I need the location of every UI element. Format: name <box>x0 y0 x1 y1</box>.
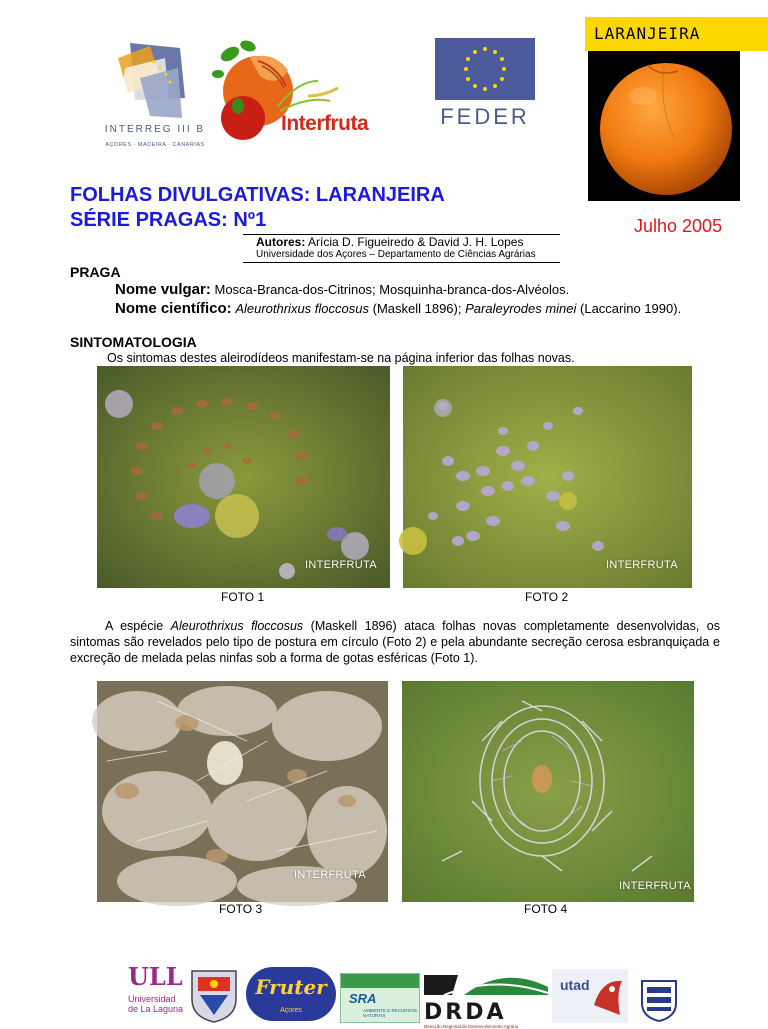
fruter-logo <box>246 967 336 1021</box>
sra-band <box>341 974 419 988</box>
photo-watermark: INTERFRUTA <box>606 559 678 571</box>
ull-logo <box>128 963 186 1024</box>
utad-emblem-icon <box>588 975 626 1019</box>
feder-logo <box>430 38 540 130</box>
partner-logos <box>128 962 680 1029</box>
photo-2-caption: FOTO 2 <box>525 590 569 604</box>
species-2-author: (Laccarino 1990). <box>580 301 682 316</box>
leaf-photo-wax-filaments-image <box>402 681 694 902</box>
sra-name: SRA <box>349 991 377 1006</box>
leaf-photo-droplets-image <box>97 366 390 588</box>
ull-name-2: de La Laguna <box>128 1004 184 1014</box>
photo-4-caption: FOTO 4 <box>524 902 568 916</box>
sra-sub: AMBIENTE E RECURSOS NATURAIS <box>363 1008 418 1018</box>
common-name-value: Mosca-Branca-dos-Citrinos; Mosquinha-branca-dos-Alvéolos. <box>214 282 570 297</box>
scientific-name-label: Nome científico: <box>115 300 232 317</box>
drda-name: DRDA <box>424 1000 507 1025</box>
photo-1 <box>97 366 390 588</box>
authors-line <box>256 235 523 249</box>
common-name-row <box>115 281 569 298</box>
sra-logo <box>340 973 420 1023</box>
section-heading-sintomatologia: SINTOMATOLOGIA <box>70 334 197 350</box>
authors-names: Arícia D. Figueiredo & David J. H. Lopes <box>308 235 524 249</box>
crest-shield-icon <box>188 965 240 1024</box>
fruit-badge <box>585 17 768 201</box>
symptoms-paragraph <box>70 618 720 666</box>
photo-3 <box>97 681 388 902</box>
symptoms-intro: Os sintomas destes aleirodídeos manifestam-se na página inferior das folhas novas. <box>107 351 575 365</box>
university-crest-icon <box>638 977 680 1023</box>
photo-2 <box>403 366 692 588</box>
paragraph-species: Aleurothrixus floccosus <box>170 619 304 633</box>
paragraph-pre: A espécie <box>105 619 164 633</box>
interreg-regions: AÇORES · MADEIRA · CANARIAS <box>105 142 205 148</box>
feder-name: FEDER <box>440 104 530 129</box>
authors-label: Autores: <box>256 235 306 249</box>
species-1: Aleurothrixus floccosus <box>235 301 369 316</box>
photo-1-caption: FOTO 1 <box>221 590 265 604</box>
leaf-photo-egg-circle-image <box>403 366 692 588</box>
utad-logo <box>552 969 628 1023</box>
photo-4 <box>402 681 694 902</box>
photo-3-caption: FOTO 3 <box>219 902 263 916</box>
drda-sub: Direcção Regional de Desenvolvimento Agrário <box>424 1024 519 1029</box>
photo-watermark: INTERFRUTA <box>294 869 366 881</box>
section-heading-praga: PRAGA <box>70 264 121 280</box>
interfruta-name: Interfruta <box>281 112 369 135</box>
species-1-author: (Maskell 1896); <box>372 301 462 316</box>
fruit-label: LARANJEIRA <box>585 17 768 51</box>
ull-mark: ULL <box>128 962 183 991</box>
divider <box>243 262 560 263</box>
photo-watermark: INTERFRUTA <box>619 880 691 892</box>
series-title: SÉRIE PRAGAS: Nº1 <box>70 209 267 231</box>
utad-name: utad <box>560 977 590 993</box>
drda-emblem-icon <box>424 971 548 997</box>
fruter-sub: Açores <box>280 1007 302 1014</box>
common-name-label: Nome vulgar: <box>115 281 211 298</box>
orange-fruit-icon <box>588 51 740 201</box>
scientific-name-row <box>115 300 681 317</box>
paragraph-post: (Maskell 1896) ataca folhas novas completamente desenvolvidas, os sintomas são revelados pelo tipo de postura em círculo (Foto 2) e pela abundante secreção cerosa esbranquiçada e excreção de melada pelas ninfas sob a forma de gotas esféricas (Foto 1). <box>70 619 720 665</box>
drda-logo <box>424 971 548 1029</box>
authors-institution: Universidade dos Açores – Departamento de Ciências Agrárias <box>256 249 536 260</box>
interreg-name: INTERREG III B <box>104 124 206 135</box>
ull-name-1: Universidad <box>128 994 176 1004</box>
interreg-emblem-icon <box>110 38 200 123</box>
interfruta-logo <box>208 36 383 141</box>
leaflet-title: FOLHAS DIVULGATIVAS: LARANJEIRA <box>70 184 445 206</box>
publication-date: Julho 2005 <box>634 216 723 236</box>
interreg-logo <box>95 38 215 160</box>
photo-watermark: INTERFRUTA <box>305 559 377 571</box>
orange-photo <box>588 51 740 201</box>
eu-flag-icon <box>435 38 535 100</box>
fruter-name: Fruter <box>255 975 327 999</box>
species-2: Paraleyrodes minei <box>465 301 577 316</box>
